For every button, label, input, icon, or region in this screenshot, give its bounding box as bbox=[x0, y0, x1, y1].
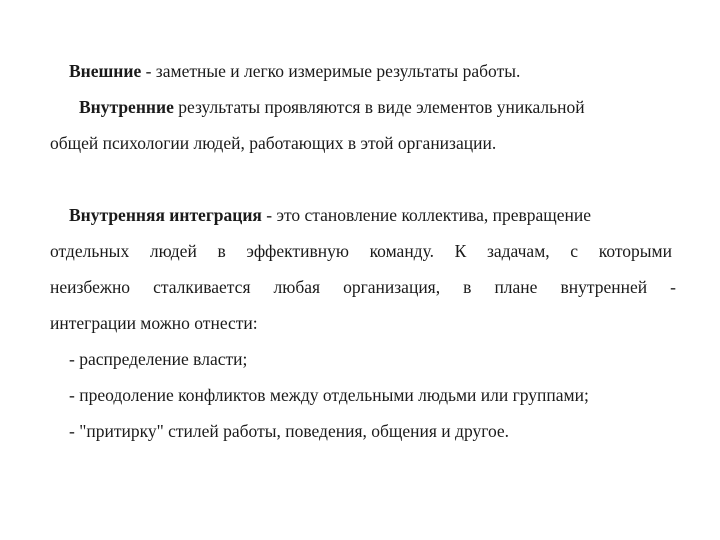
term-internal: Внутренние bbox=[79, 97, 174, 117]
word: внутренней bbox=[560, 277, 648, 297]
word: К bbox=[454, 241, 467, 261]
paragraph-integration-line-1 bbox=[69, 204, 671, 226]
word: сталкивается bbox=[153, 277, 251, 297]
word: плане bbox=[494, 277, 538, 297]
paragraph-external bbox=[69, 60, 691, 82]
list-item-text: - распределение власти; bbox=[69, 349, 248, 369]
paragraph-integration-line-3 bbox=[50, 276, 676, 298]
text-external: - заметные и легко измеримые результаты работы. bbox=[141, 61, 521, 81]
list-item bbox=[69, 348, 691, 370]
list-item bbox=[69, 384, 691, 406]
word: эффективную bbox=[246, 241, 349, 261]
word: в bbox=[463, 277, 472, 297]
text-internal-line-2: общей психологии людей, работающих в этой организации. bbox=[50, 133, 497, 153]
text-internal-line-1: результаты проявляются в виде элементов уникальной bbox=[173, 97, 585, 117]
text-integration-line-4: интеграции можно отнести: bbox=[50, 313, 258, 333]
paragraph-internal-line-2 bbox=[50, 132, 672, 154]
term-external: Внешние bbox=[69, 61, 142, 81]
word: в bbox=[217, 241, 226, 261]
term-integration: Внутренняя интеграция bbox=[69, 205, 262, 225]
word: отдельных bbox=[50, 241, 130, 261]
word: неизбежно bbox=[50, 277, 131, 297]
word: - bbox=[670, 277, 676, 297]
word: задачам, bbox=[486, 241, 550, 261]
word: людей bbox=[149, 241, 197, 261]
paragraph-integration-line-4 bbox=[50, 312, 672, 334]
word: любая bbox=[273, 277, 321, 297]
word: с bbox=[570, 241, 579, 261]
text-integration-line-1: - это становление коллектива, превращение bbox=[261, 205, 592, 225]
paragraph-integration-line-2 bbox=[50, 240, 672, 262]
list-item bbox=[69, 420, 691, 442]
word: команду. bbox=[369, 241, 434, 261]
list-item-text: - преодоление конфликтов между отдельными людьми или группами; bbox=[69, 385, 589, 405]
list-item-text: - "притирку" стилей работы, поведения, общения и другое. bbox=[69, 421, 510, 441]
paragraph-internal-line-1 bbox=[79, 96, 671, 118]
word: организация, bbox=[343, 277, 441, 297]
word: которыми bbox=[598, 241, 672, 261]
